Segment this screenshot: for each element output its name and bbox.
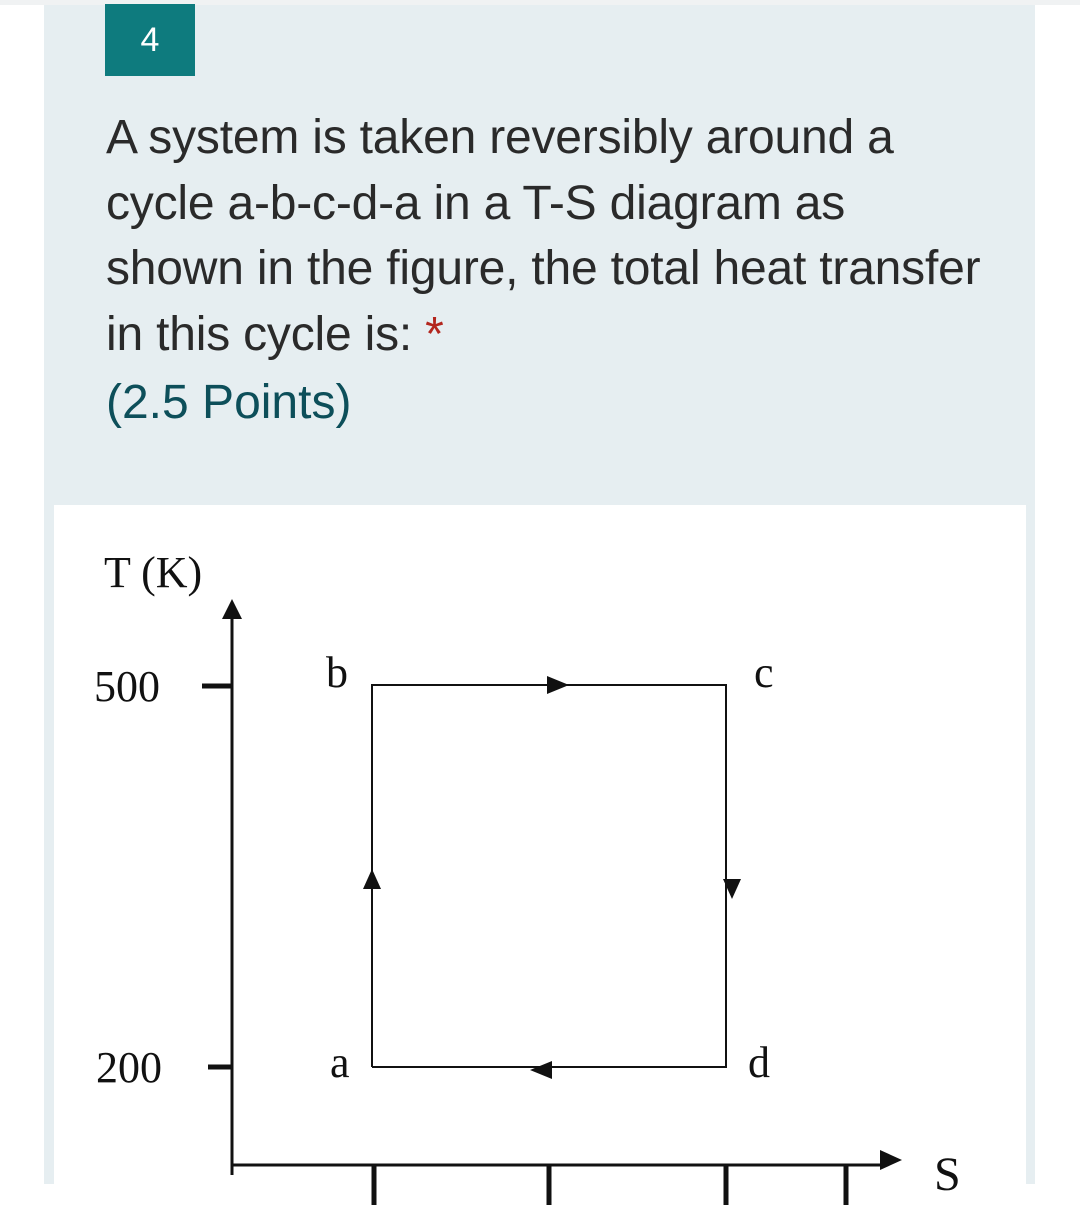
y-axis-arrowhead [222,599,242,619]
question-number: 4 [140,20,160,59]
arrow-b-to-c [547,676,569,694]
question-number-badge [105,4,195,76]
point-label-b: b [326,648,348,697]
point-label-a: a [330,1038,350,1087]
question-points: (2.5 Points) [106,376,352,429]
x-axis-label: S [934,1148,961,1201]
ts-diagram [54,505,1026,1205]
y-tick-label-500: 500 [94,662,160,711]
point-label-d: d [748,1038,770,1087]
arrow-d-to-a [530,1061,552,1079]
arrow-a-to-b [363,869,381,889]
question-card [44,5,1035,1201]
question-body: A system is taken reversibly around a cycle a-b-c-d-a in a T-S diagram as shown in the figure, the total heat transfer in this cycle is: [106,111,981,361]
required-marker: * [425,307,444,361]
cycle-path [372,685,726,1067]
x-axis-arrowhead [880,1150,902,1170]
y-axis-label: T (K) [104,548,203,597]
point-label-c: c [754,648,774,697]
y-tick-label-200: 200 [96,1043,162,1092]
question-figure [54,505,1026,1205]
question-text [106,105,986,367]
